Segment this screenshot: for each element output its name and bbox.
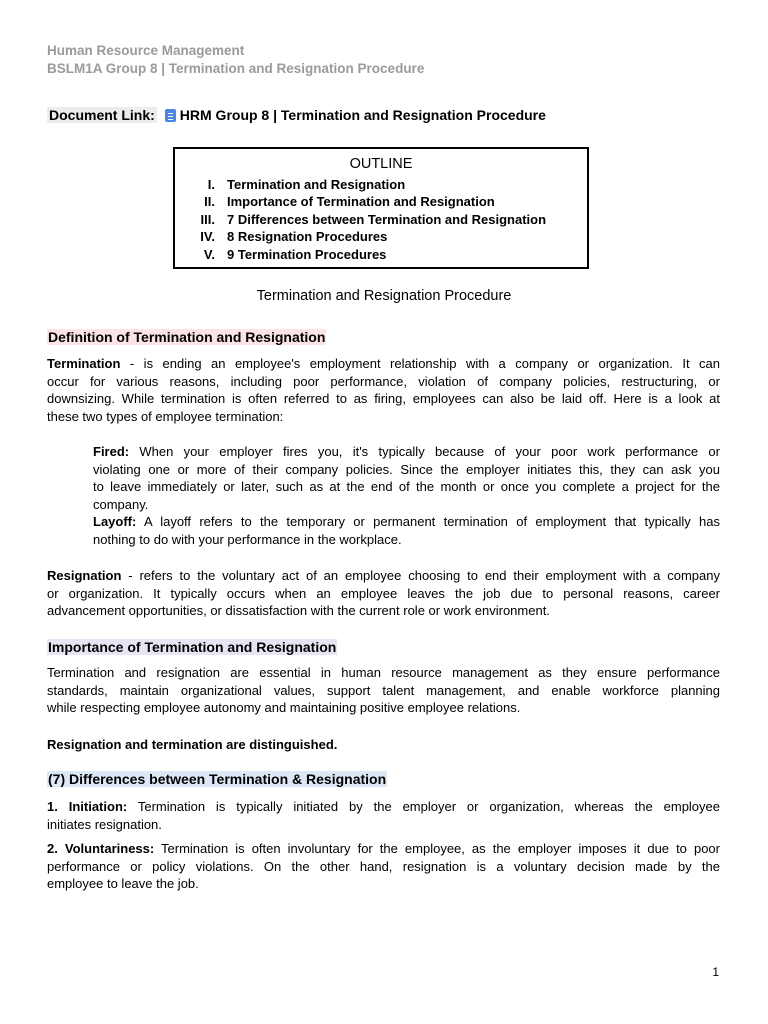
document-link-row (47, 107, 546, 123)
fired-paragraph (93, 443, 720, 549)
resignation-term: Resignation (47, 568, 122, 583)
text-line: performance or policy violations. On the other hand, resignation is a voluntary decision made by the (47, 858, 720, 874)
voluntariness-paragraph (47, 840, 720, 893)
text-line: - is ending an employee's employment relationship with a company or organization. It can (120, 356, 720, 371)
voluntariness-term: 2. Voluntariness: (47, 841, 155, 856)
outline-item-number: II. (204, 194, 215, 209)
initiation-paragraph (47, 798, 720, 833)
section-heading-differences: (7) Differences between Termination & Resignation (48, 771, 387, 787)
text-line: A layoff refers to the temporary or permanent termination of employment that typically has (136, 514, 720, 530)
text-line: nothing to do with your performance in the workplace. (93, 531, 402, 547)
fired-term: Fired: (93, 444, 130, 459)
outline-item-text: Importance of Termination and Resignation (227, 194, 495, 209)
text-line: to leave immediately or later, such as at the end of the month or once you complete a project for the (93, 479, 720, 495)
text-line: violating one or more of their company policies. Since the employer initiates this, they can ask you (93, 461, 720, 477)
outline-item-number: IV. (200, 229, 215, 244)
outline-item-text: 8 Resignation Procedures (227, 229, 388, 244)
page-number: 1 (712, 965, 719, 979)
text-line: advancement opportunities, or dissatisfaction with the current role or work environment. (47, 603, 550, 619)
section-heading-definition: Definition of Termination and Resignation (48, 329, 326, 345)
termination-paragraph (47, 355, 720, 425)
text-line: When your employer fires you, it's typically because of your poor work performance or (129, 444, 720, 459)
distinguished-statement: Resignation and termination are distinguished. (47, 737, 338, 752)
outline-title: OUTLINE (349, 156, 413, 172)
text-line: or organization. It typically occurs when an employee leaves the job due to personal reasons, career (47, 585, 720, 601)
layoff-term: Layoff: (93, 514, 137, 530)
text-line: downsizing. While termination is often referred to as firing, employees can also be laid off. Here is a look at (47, 391, 720, 407)
outline-item-number: V. (203, 247, 215, 262)
text-line: initiates resignation. (47, 816, 162, 832)
importance-paragraph (47, 664, 720, 717)
text-line: standards, maintain organizational values, support talent management, and enable workforce planning (47, 682, 720, 698)
outline-box (173, 147, 589, 269)
outline-item-text: Termination and Resignation (227, 177, 406, 192)
termination-term: Termination (47, 356, 121, 371)
text-line: Termination and resignation are essential in human resource management as they ensure performance (47, 665, 720, 680)
text-line: - refers to the voluntary act of an employee choosing to end their employment with a company (121, 568, 720, 583)
text-line: Termination is typically initiated by the employer or organization, whereas the employee (127, 799, 720, 814)
header-course: Human Resource Management (47, 43, 245, 58)
initiation-term: 1. Initiation: (47, 799, 128, 814)
text-line: Termination is often involuntary for the employee, as the employer imposes it due to poor (154, 841, 720, 856)
text-line: these two types of employee termination: (47, 408, 284, 424)
text-line: while respecting employee autonomy and maintaining positive employee relations. (47, 700, 521, 716)
document-link[interactable]: HRM Group 8 | Termination and Resignation Procedure (179, 107, 546, 123)
document-link-label: Document Link: (49, 107, 155, 123)
text-line: occur for various reasons, including poor performance, violation of company policies, restructuring, or (47, 373, 720, 389)
outline-item-text: 7 Differences between Termination and Resignation (227, 212, 547, 227)
resignation-paragraph (47, 567, 720, 620)
google-docs-icon[interactable] (165, 109, 176, 122)
header-group: BSLM1A Group 8 | Termination and Resignation Procedure (47, 61, 425, 76)
text-line: company. (93, 496, 149, 512)
outline-item-number: I. (207, 177, 215, 192)
outline-item-text: 9 Termination Procedures (227, 247, 387, 262)
document-title: Termination and Resignation Procedure (256, 288, 512, 304)
outline-item-number: III. (200, 212, 215, 227)
text-line: employee to leave the job. (47, 876, 199, 892)
section-heading-importance: Importance of Termination and Resignation (48, 639, 337, 655)
